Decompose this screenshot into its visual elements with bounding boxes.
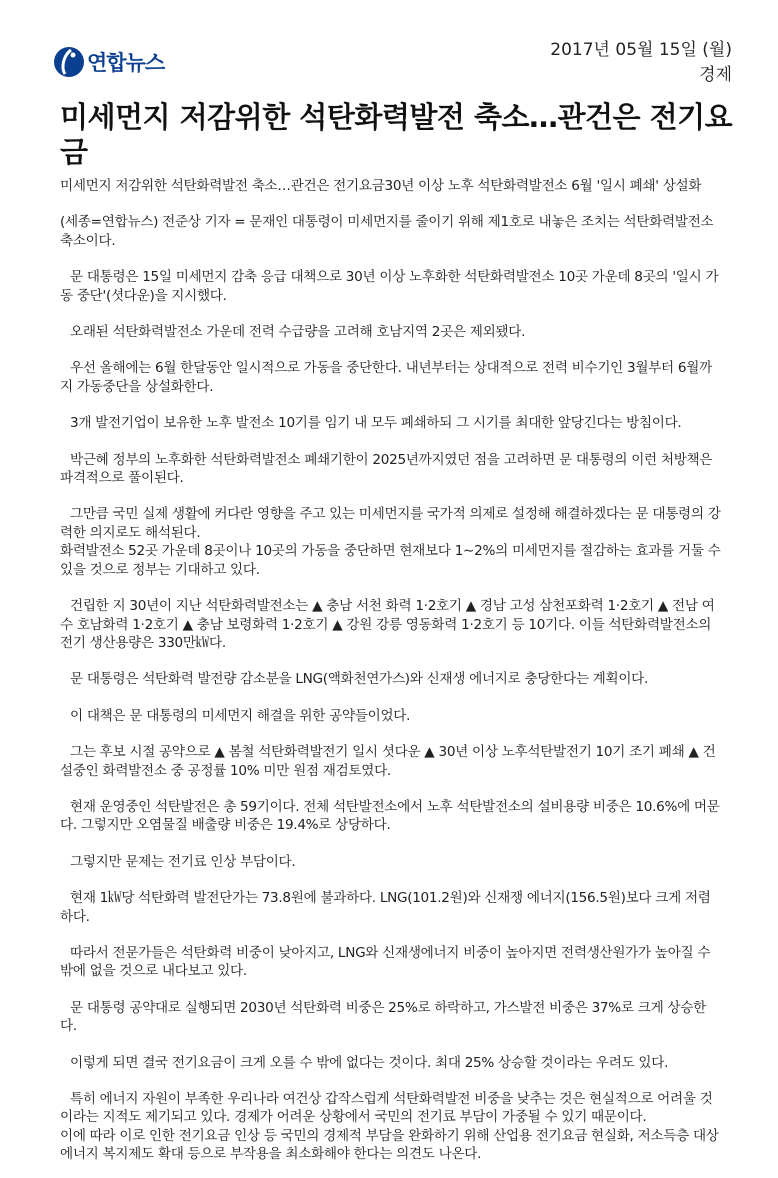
article-paragraph: 그는 후보 시절 공약으로 ▲ 봄철 석탄화력발전기 일시 셧다운 ▲ 30년 이상 노후석탄발전기 10기 조기 폐쇄 ▲ 건설중인 화력발전소 중 공정률 10% 미만 원점 재검토였다. [60,744,716,779]
article-paragraph: 그만큼 국민 실제 생활에 커다란 영향을 주고 있는 미세먼지를 국가적 의제로 설정해 해결하겠다는 문 대통령의 강력한 의지로도 해석된다. [60,506,721,541]
article-paragraph: 그렇지만 문제는 전기료 인상 부담이다. [70,853,296,870]
article-paragraph: 문 대통령은 석탄화력 발전량 감소분을 LNG(액화천연가스)와 신재생 에너지로 충당한다는 계획이다. [70,671,649,688]
page-header [0,0,778,95]
article-paragraph: 문 대통령은 15일 미세먼지 감축 응급 대책으로 30년 이상 노후화한 석탄화력발전소 10곳 가운데 8곳의 '일시 가동 중단'(셧다운)을 지시했다. [60,269,719,304]
article-paragraph: 이 대책은 문 대통령의 미세먼지 해결을 위한 공약들이었다. [70,707,411,724]
article-paragraph: 오래된 석탄화력발전소 가운데 전력 수급량을 고려해 호남지역 2곳은 제외됐다. [70,324,526,341]
article-paragraph: 문 대통령 공약대로 실행되면 2030년 석탄화력 비중은 25%로 하락하고, 가스발전 비중은 37%로 크게 상승한다. [60,999,706,1035]
article-paragraph: 3개 발전기업이 보유한 노후 발전소 10기를 임기 내 모두 폐쇄하되 그 시기를 최대한 앞당긴다는 방침이다. [70,415,682,432]
article-paragraph: 특히 에너지 자원이 부족한 우리나라 여건상 갑작스럽게 석탄화력발전 비중을 낮추는 것은 현실적으로 어려울 것이라는 지적도 제기되고 있다. 경제가 어려운 상황에서 국민의 전기료 부담이 가중될 수 있기 때문이다. [60,1091,713,1126]
publish-date: 2017년 05월 15일 (월) [550,40,732,60]
article-body [60,177,722,1164]
article-paragraph: 현재 1㎾당 석탄화력 발전단가는 73.8원에 불과하다. LNG(101.2원)와 신재쟁 에너지(156.5원)보다 크게 저렴하다. [60,890,711,925]
headline: 미세먼지 저감위한 석탄화력발전 축소…관건은 전기요금 [60,100,733,169]
article-paragraph: 이렇게 되면 결국 전기요금이 크게 오를 수 밖에 없다는 것이다. 최대 25% 상승할 것이라는 우려도 있다. [70,1054,669,1071]
article-paragraph: 이에 따라 이로 인한 전기요금 인상 등 국민의 경제적 부담을 완화하기 위해 산업용 전기요금 현실화, 저소득층 대상 에너지 복지제도 확대 등으로 부작용을 최소화해야 한다는 의견도 나온다. [60,1127,719,1163]
article-paragraph: 화력발전소 52곳 가운데 8곳이나 10곳의 가동을 중단하면 현재보다 1∼2%의 미세먼지를 절감하는 효과를 거둘 수 있을 것으로 정부는 기대하고 있다. [60,543,721,578]
article-paragraph: 건립한 지 30년이 지난 석탄화력발전소는 ▲ 충남 서천 화력 1·2호기 ▲ 경남 고성 삼천포화력 1·2호기 ▲ 전남 여수 호남화력 1·2호기 ▲ 충남 보령화력 1·2호기 ▲ 강원 강릉 영동화력 1·2호기 등 10기다. 이들 석탄화력발전소의 전기 생산용량은 330만㎾다. [60,598,715,651]
date-block [550,38,732,88]
logo [53,46,164,78]
article-paragraph: 미세먼지 저감위한 석탄화력발전 축소…관건은 전기요금30년 이상 노후 석탄화력발전소 6월 '일시 폐쇄' 상설화 [60,178,702,194]
article-paragraph: 우선 올해에는 6월 한달동안 일시적으로 가동을 중단한다. 내년부터는 상대적으로 전력 비수기인 3월부터 6월까지 가동중단을 상설화한다. [60,360,712,395]
article-paragraph: 따라서 전문가들은 석탄화력 비중이 낮아지고, LNG와 신재생에너지 비중이 높아지면 전력생산원가가 높아질 수 밖에 없을 것으로 내다보고 있다. [60,944,711,980]
yonhap-logo-icon [53,46,85,78]
article-paragraph: 현재 운영중인 석탄발전은 총 59기이다. 전체 석탄발전소에서 노후 석탄발전소의 설비용량 비중은 10.6%에 머문다. 그렇지만 오염물질 배출량 비중은 19.4%로 상당하다. [60,798,720,834]
logo-text: 연합뉴스 [87,51,165,75]
section-label: 경제 [699,65,732,85]
article-paragraph: 박근혜 정부의 노후화한 석탄화력발전소 폐쇄기한이 2025년까지였던 점을 고려하면 문 대통령의 이런 처방책은 파격적으로 풀이된다. [60,451,713,487]
article-paragraph: (세종=연합뉴스) 전준상 기자 = 문재인 대통령이 미세먼지를 줄이기 위해 제1호로 내놓은 조치는 석탄화력발전소 축소이다. [60,214,714,249]
